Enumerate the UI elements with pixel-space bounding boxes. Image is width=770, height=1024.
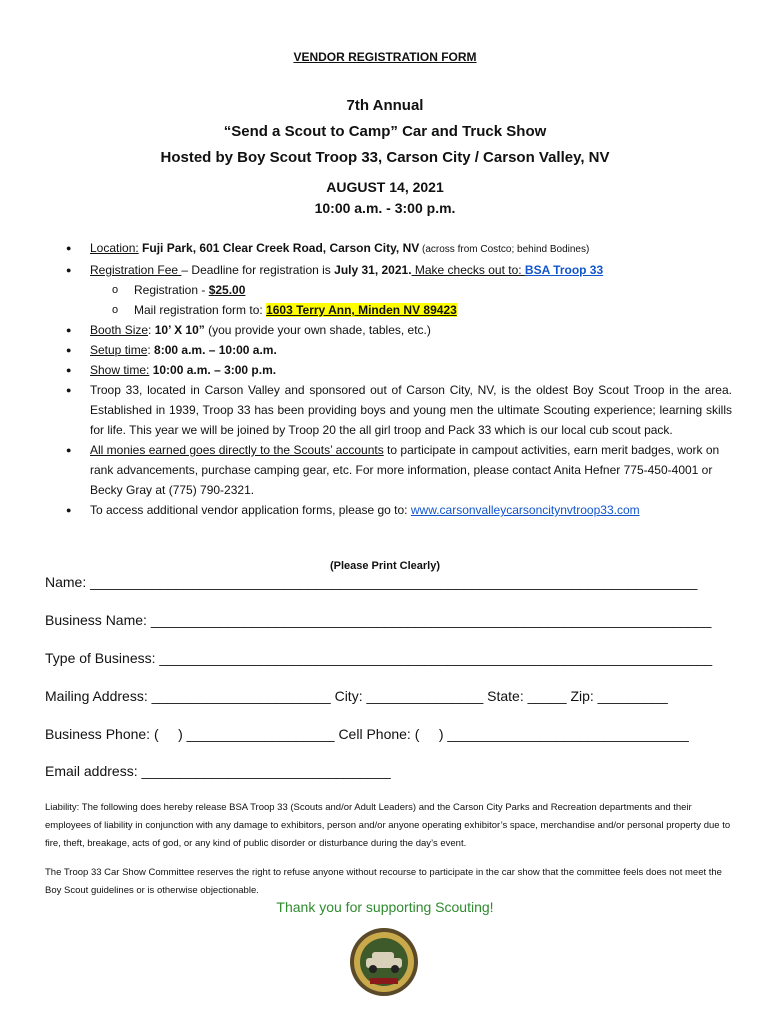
fee-item (56, 260, 732, 320)
type-of-business-field[interactable]: Type of Business: _______________________________________________________________________ (45, 650, 713, 666)
booth-note: (you provide your own shade, tables, etc.) (204, 323, 431, 337)
booth-item: ● Booth Size: 10’ X 10” (you provide your own shade, tables, etc.) (56, 320, 732, 340)
form-title: VENDOR REGISTRATION FORM (293, 50, 477, 64)
location-label: Location: (90, 241, 139, 255)
setup-label: Setup time (90, 343, 148, 357)
event-details-list (56, 238, 732, 520)
booth-label: Booth Size (90, 323, 149, 337)
event-date: AUGUST 14, 2021 (326, 179, 444, 195)
fee-label: Registration Fee (90, 263, 182, 277)
monies-label: All monies earned goes directly to the Scouts’ accounts (90, 443, 384, 457)
show-value: 10:00 a.m. – 3:00 p.m. (152, 363, 277, 377)
location-note: (across from Costco; behind Bodines) (419, 244, 590, 255)
email-field[interactable]: Email address: ________________________________ (45, 763, 391, 779)
print-clearly-note: (Please Print Clearly) (329, 560, 441, 572)
show-item (56, 360, 732, 380)
monies-text: to participate in campout activities, earn merit badges, work on rank advancements, purchase camping gear, etc. For more information, please contact Anita Hefner 775-450-4001 or Becky Gray at (775) 790-2321. (90, 443, 720, 497)
edition-heading: 7th Annual (346, 97, 424, 114)
event-name-heading: “Send a Scout to Camp” Car and Truck Show (223, 123, 547, 140)
reg-label: Registration - (134, 283, 209, 297)
thanks-text: Thank you for supporting Scouting! (276, 899, 494, 915)
location-item (56, 238, 732, 260)
forms-item (56, 500, 732, 520)
booth-value: 10’ X 10” (154, 323, 205, 337)
troop-text: Troop 33, located in Carson Valley and sponsored out of Carson City, NV, is the oldest Boy Scout Troop in the area. Established in 1939, Troop 33 has been providing boys and young men the ultimate Scouting experience; learning skills for life. This year we will be joined by Troop 20 the all girl troop and Pack 33 which is our local cub scout pack. (90, 383, 732, 437)
host-heading: Hosted by Boy Scout Troop 33, Carson City / Carson Valley, NV (160, 149, 610, 166)
phone-fields[interactable]: Business Phone: ( ) ___________________ Cell Phone: ( ) _______________________________ (45, 726, 689, 742)
forms-link[interactable]: www.carsonvalleycarsoncitynvtroop33.com (410, 503, 640, 517)
registration-amount-item (90, 280, 732, 300)
mail-address: 1603 Terry Ann, Minden NV 89423 (266, 303, 457, 317)
fee-deadline: July 31, 2021. (334, 263, 412, 277)
setup-item: ● Setup time: 8:00 a.m. – 10:00 a.m. (56, 340, 732, 360)
setup-value: 8:00 a.m. – 10:00 a.m. (154, 343, 277, 357)
mail-label: Mail registration form to: (134, 303, 267, 317)
committee-text: The Troop 33 Car Show Committee reserves the right to refuse anyone without recourse to participate in the car show that the committee feels does not meet the Boy Scout guidelines or is otherwise objectionable. (45, 867, 722, 896)
mail-address-item (90, 300, 732, 320)
checks-payee: BSA Troop 33 (524, 263, 604, 277)
monies-item (56, 440, 732, 500)
business-name-field[interactable]: Business Name: ________________________________________________________________________ (45, 612, 712, 628)
fee-dash: – Deadline for registration is (181, 263, 335, 277)
troop-item (56, 380, 732, 440)
mailing-address-field[interactable]: Mailing Address: _______________________ City: _______________ State: _____ Zip: _________ (45, 688, 668, 704)
liability-text: Liability: The following does hereby release BSA Troop 33 (Scouts and/or Adult Leaders) and the Carson City Parks and Recreation departments and their employees of liability in conjunction with any damage to exhibitors, person and/or anyone operating exhibitor’s space, merchandise and/or personal property due to fire, theft, breakage, acts of god, or any kind of public disorder or disturbance during the day’s event. (45, 802, 731, 849)
name-field[interactable]: Name: ______________________________________________________________________________ (45, 574, 698, 590)
car-show-badge-icon (348, 926, 420, 998)
forms-text: To access additional vendor application forms, please go to: (90, 503, 411, 517)
location-value: Fuji Park, 601 Clear Creek Road, Carson City, NV (138, 241, 420, 255)
checks-label: Make checks out to: (411, 263, 525, 277)
show-label: Show time: (90, 363, 150, 377)
event-time: 10:00 a.m. - 3:00 p.m. (314, 200, 456, 216)
reg-amount: $25.00 (208, 283, 246, 297)
